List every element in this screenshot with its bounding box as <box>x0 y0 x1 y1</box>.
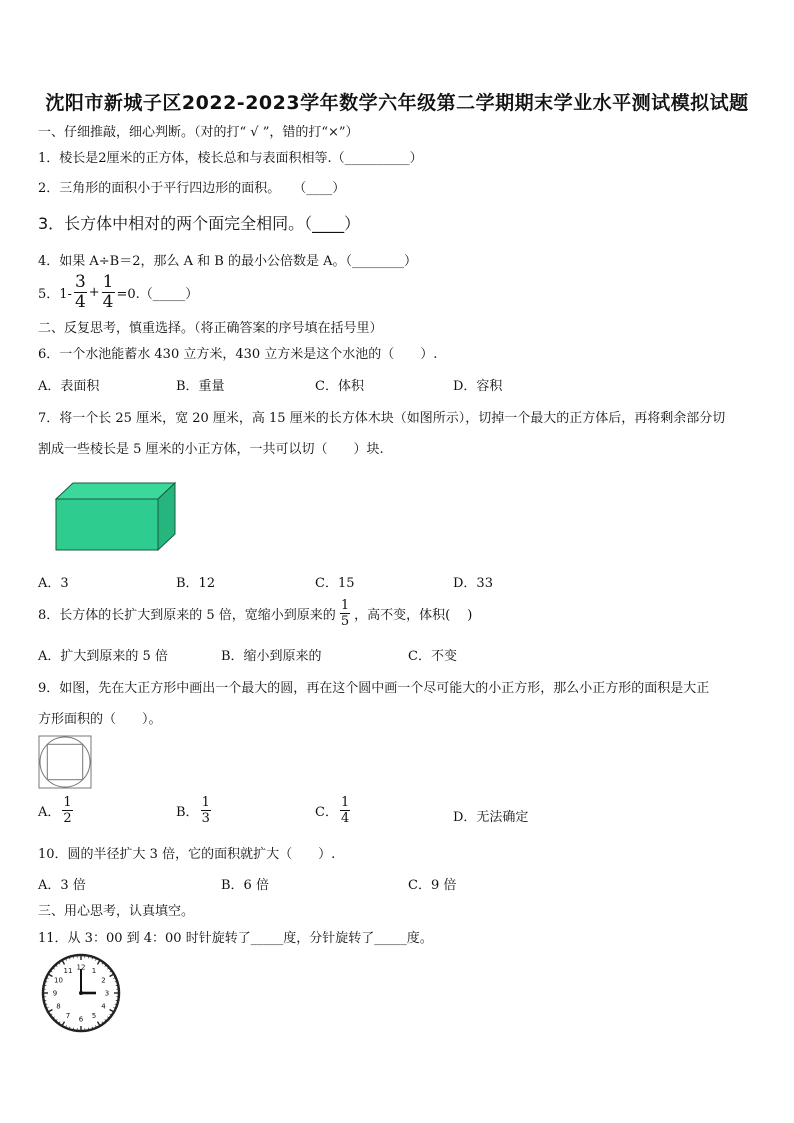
q6-option-a: A．表面积 <box>38 379 100 394</box>
q5-suffix: =0.（_____） <box>116 287 199 302</box>
clock-number: 3 <box>104 989 110 998</box>
clock-number: 4 <box>101 1002 106 1011</box>
clock-number: 6 <box>78 1015 84 1024</box>
clock-number: 11 <box>63 966 73 975</box>
section-1-heading: 一、仔细推敲，细心判断。（对的打“ √ ”，错的打“×”） <box>38 125 359 140</box>
question-10: 10．圆的半径扩大 3 倍，它的面积就扩大（ ）. <box>38 847 336 862</box>
clock-figure <box>40 952 122 1034</box>
question-4: 4．如果 A÷B＝2，那么 A 和 B 的最小公倍数是 A。（________） <box>38 254 417 269</box>
q7-option-d: D．33 <box>453 576 493 591</box>
q9-a-numerator: 1 <box>63 795 72 810</box>
clock-number: 9 <box>52 989 58 998</box>
q9-option-c-fraction <box>340 796 350 825</box>
q8-fraction <box>340 599 350 628</box>
q5-f2-denominator: 4 <box>102 292 114 312</box>
question-11: 11．从 3：00 到 4：00 时针旋转了_____度，分针旋转了_____度。 <box>38 931 433 946</box>
question-8 <box>38 599 472 628</box>
q9-option-a-label: A． <box>38 805 61 820</box>
question-7-line-2: 割成一些棱长是 5 厘米的小正方体，一共可以切（ ）块. <box>38 442 384 457</box>
question-9-line-2: 方形面积的（ ）。 <box>38 712 162 727</box>
q8-prefix: 8．长方体的长扩大到原来的 5 倍，宽缩小到原来的 <box>38 608 336 623</box>
q9-option-b-label: B． <box>176 805 199 820</box>
cuboid-top-face <box>56 483 175 499</box>
clock-number: 2 <box>101 976 106 985</box>
clock-number: 5 <box>91 1012 97 1021</box>
question-7-line-1: 7．将一个长 25 厘米，宽 20 厘米，高 15 厘米的长方体木块（如图所示），切掉一个最大的正方体后，再将剩余部分切 <box>38 411 726 426</box>
q8-option-b: B．缩小到原来的 <box>221 649 322 664</box>
q9-c-denominator: 4 <box>340 811 350 826</box>
q9-option-b-fraction <box>201 796 211 825</box>
q9-option-a-fraction <box>62 796 72 825</box>
clock-number: 1 <box>91 966 97 975</box>
q9-option-c-label: C． <box>315 805 338 820</box>
q5-plus: + <box>88 285 100 300</box>
q7-option-c: C．15 <box>315 576 355 591</box>
q9-option-c <box>315 796 352 825</box>
q8-option-c: C．不变 <box>408 649 457 664</box>
section-3-heading: 三、用心思考，认真填空。 <box>38 904 195 919</box>
cuboid-figure <box>54 481 178 553</box>
q9-b-numerator: 1 <box>201 795 210 810</box>
q5-f2-numerator: 1 <box>102 272 114 292</box>
q9-option-a <box>38 796 75 825</box>
q9-c-numerator: 1 <box>340 795 350 810</box>
q9-a-denominator: 2 <box>63 811 72 826</box>
clock-number: 8 <box>56 1002 61 1011</box>
clock-center <box>79 991 83 995</box>
section-2-heading: 二、反复思考，慎重选择。（将正确答案的序号填在括号里） <box>38 321 383 336</box>
q10-option-c: C．9 倍 <box>408 878 457 893</box>
question-1: 1．棱长是2厘米的正方体，棱长总和与表面积相等.（__________） <box>38 151 423 166</box>
q9-option-d: D．无法确定 <box>453 810 529 825</box>
q6-option-b: B．重量 <box>176 379 225 394</box>
q9-b-denominator: 3 <box>201 811 210 826</box>
q7-option-a: A．3 <box>38 576 69 591</box>
q5-f1-denominator: 4 <box>74 292 86 312</box>
q5-fraction-1 <box>74 274 87 311</box>
clock-number: 7 <box>65 1012 71 1021</box>
q5-f1-numerator: 3 <box>74 272 86 292</box>
q8-numerator: 1 <box>340 598 350 613</box>
q7-option-b: B．12 <box>176 576 216 591</box>
q6-option-d: D．容积 <box>453 379 503 394</box>
q5-fraction-2 <box>102 274 115 311</box>
q10-option-b: B．6 倍 <box>221 878 269 893</box>
question-6: 6．一个水池能蓄水 430 立方米，430 立方米是这个水池的（ ）. <box>38 347 438 362</box>
q5-prefix: 5．1- <box>38 287 72 302</box>
q10-option-a: A．3 倍 <box>38 878 86 893</box>
q8-denominator: 5 <box>340 614 350 629</box>
page-title: 沈阳市新城子区2022-2023学年数学六年级第二学期期末学业水平测试模拟试题 <box>45 92 749 114</box>
q9-option-b <box>176 796 213 825</box>
q8-suffix: ，高不变，体积( ) <box>354 608 473 623</box>
question-9-line-1: 9．如图，先在大正方形中画出一个最大的圆，再在这个圆中画一个尽可能大的小正方形，那么小正方形的面积是大正 <box>38 681 710 696</box>
q8-option-a: A．扩大到原来的 5 倍 <box>38 649 168 664</box>
inner-square <box>47 744 82 779</box>
square-circle-figure <box>38 735 92 789</box>
question-5 <box>38 274 198 311</box>
q6-option-c: C．体积 <box>315 379 364 394</box>
cuboid-front-face <box>56 499 158 550</box>
question-3: 3．长方体中相对的两个面完全相同。（____） <box>38 214 361 233</box>
clock-number: 12 <box>76 963 86 972</box>
clock-number: 10 <box>54 976 63 985</box>
question-2: 2．三角形的面积小于平行四边形的面积。 （____） <box>38 181 346 196</box>
